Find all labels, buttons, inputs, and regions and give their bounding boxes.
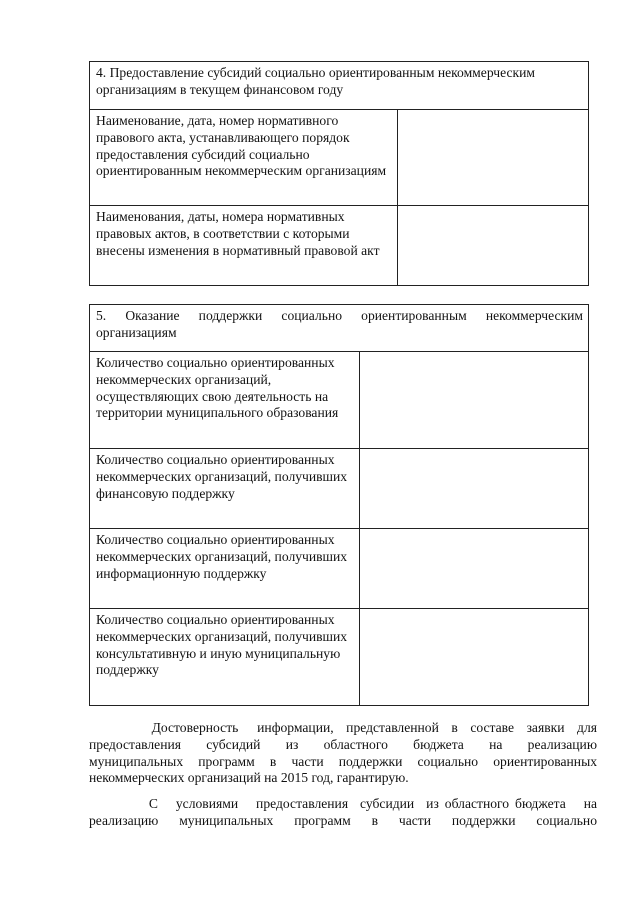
section4-row-value [398,206,589,286]
section5-row-value [360,449,589,529]
section5-header-line: 5. Оказание поддержки социально ориентированным некоммерческим [96,308,583,323]
section5-row-value [360,529,589,609]
section5-row-label: Количество социально ориентированных некоммерческих организаций, получивших финансовую поддержку [90,449,360,529]
section4-header: 4. Предоставление субсидий социально ориентированным некоммерческим организациям в текущем финансовом году [90,62,589,110]
paragraph-line: Достоверность информации, представленной в составе заявки для [89,720,597,735]
paragraph-line: предоставления субсидий из областного бюджета на реализацию [89,736,597,752]
section5-row-label: Количество социально ориентированных некоммерческих организаций, осуществляющих свою деятельность на территории муниципального образования [90,352,360,449]
paragraph-line: С условиями предоставления субсидии из областного бюджета на [89,796,597,811]
paragraph-line: реализацию муниципальных программ в части поддержки социально [89,812,597,828]
conditions-paragraph [89,796,597,830]
section5-row-label: Количество социально ориентированных некоммерческих организаций, получивших информационную поддержку [90,529,360,609]
section4-row-value [398,110,589,206]
section5-row-label: Количество социально ориентированных некоммерческих организаций, получивших консультативную и иную муниципальную поддержку [90,609,360,706]
section5-table [89,304,589,706]
section4-row-label: Наименование, дата, номер нормативного правового акта, устанавливающего порядок предоставления субсидий социально ориентированным некоммерческим организациям [90,110,398,206]
section4-row-label: Наименования, даты, номера нормативных правовых актов, в соответствии с которыми внесены изменения в нормативный правовой акт [90,206,398,286]
section5-row-value [360,352,589,449]
section5-row-value [360,609,589,706]
section5-header: 5. Оказание поддержки социально ориентированным некоммерческим организациям [90,305,589,352]
paragraph-line: муниципальных программ в части поддержки социально ориентированных [89,753,597,769]
section4-table [89,61,589,286]
certification-paragraph [89,720,597,787]
paragraph-line: некоммерческих организаций на 2015 год, гарантирую. [89,770,409,786]
